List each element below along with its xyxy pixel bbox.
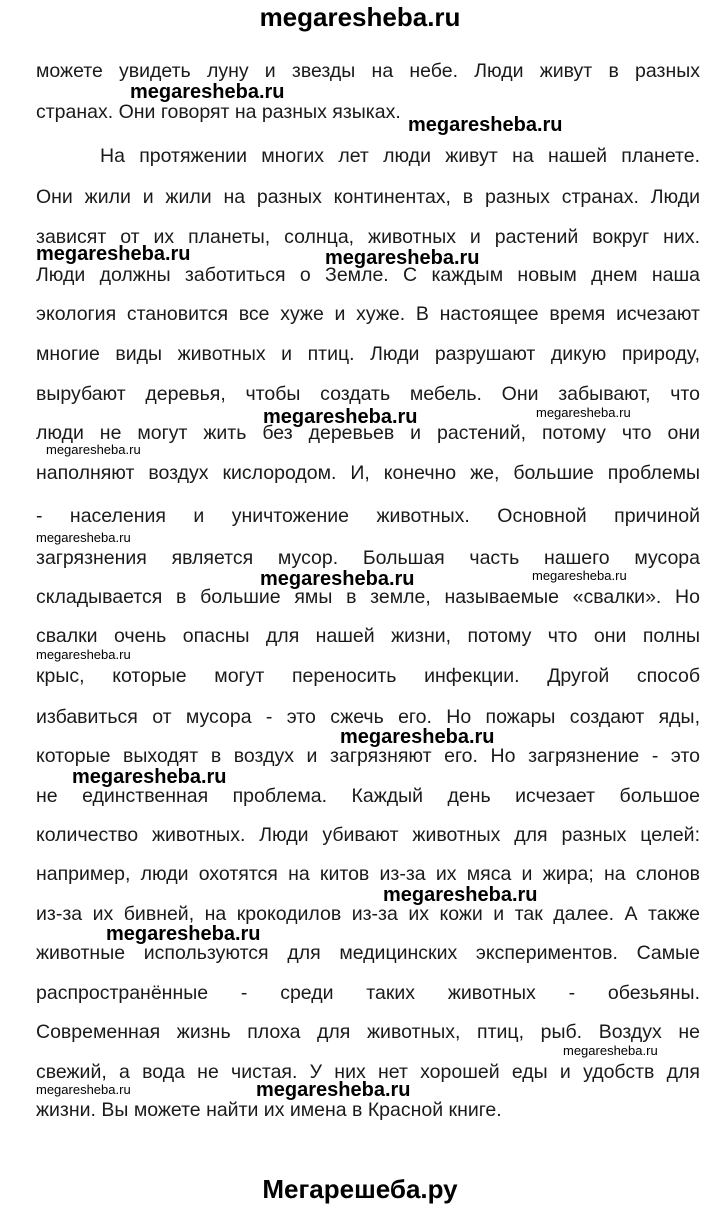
text-line: не единственная проблема. Каждый день исчезает большое <box>36 785 700 807</box>
text-line: распространённые - среди таких животных - обезьяны. <box>36 982 700 1004</box>
text-line: странах. Они говорят на разных языках. <box>36 101 401 123</box>
text-line: Современная жизнь плоха для животных, птиц, рыб. Воздух не <box>36 1021 700 1043</box>
watermark: megaresheba.ru <box>340 726 495 748</box>
site-header: megaresheba.ru <box>259 2 461 32</box>
text-line: зависят от их планеты, солнца, животных и растений вокруг них. <box>36 226 700 248</box>
watermark: megaresheba.ru <box>325 247 480 269</box>
watermark: megaresheba.ru <box>72 766 227 788</box>
text-line: многие виды животных и птиц. Люди разрушают дикую природу, <box>36 343 700 365</box>
watermark: megaresheba.ru <box>36 530 131 545</box>
text-line: количество животных. Люди убивают животных для разных целей: <box>36 824 700 846</box>
text-line: На протяжении многих лет люди живут на нашей планете. <box>100 145 700 167</box>
text-line: Они жили и жили на разных континентах, в разных странах. Люди <box>36 186 700 208</box>
watermark: megaresheba.ru <box>563 1043 658 1058</box>
text-line: Люди должны заботиться о Земле. С каждым новым днем наша <box>36 264 700 286</box>
text-line: - населения и уничтожение животных. Основной причиной <box>36 505 700 527</box>
watermark: megaresheba.ru <box>263 406 418 428</box>
watermark: megaresheba.ru <box>36 243 191 265</box>
text-line: которые выходят в воздух и загрязняют его. Но загрязнение - это <box>36 745 700 767</box>
watermark: megaresheba.ru <box>532 568 627 583</box>
watermark: megaresheba.ru <box>383 884 538 906</box>
text-line: животные используются для медицинских экспериментов. Самые <box>36 942 700 964</box>
watermark: megaresheba.ru <box>106 923 261 945</box>
text-line: крыс, которые могут переносить инфекции. Другой способ <box>36 665 700 687</box>
text-line: вырубают деревья, чтобы создать мебель. Они забывают, что <box>36 383 700 405</box>
text-line: избавиться от мусора - это сжечь его. Но пожары создают яды, <box>36 706 700 728</box>
text-line: например, люди охотятся на китов из-за их мяса и жира; на слонов <box>36 863 700 885</box>
watermark: megaresheba.ru <box>46 442 141 457</box>
text-line: люди не могут жить без деревьев и растений, потому что они <box>36 422 700 444</box>
text-line: жизни. Вы можете найти их имена в Красной книге. <box>36 1099 502 1121</box>
text-line: складывается в большие ямы в земле, называемые «свалки». Но <box>36 586 700 608</box>
text-line: наполняют воздух кислородом. И, конечно же, большие проблемы <box>36 462 700 484</box>
text-line: экология становится все хуже и хуже. В настоящее время исчезают <box>36 303 700 325</box>
watermark: megaresheba.ru <box>36 647 131 662</box>
site-footer: Мегарешеба.ру <box>262 1174 458 1204</box>
watermark: megaresheba.ru <box>536 405 631 420</box>
text-line: из-за их бивней, на крокодилов из-за их кожи и так далее. А также <box>36 903 700 925</box>
watermark: megaresheba.ru <box>408 114 563 136</box>
watermark: megaresheba.ru <box>36 1082 131 1097</box>
watermark: megaresheba.ru <box>130 81 285 103</box>
watermark: megaresheba.ru <box>260 568 415 590</box>
text-line: можете увидеть луну и звезды на небе. Люди живут в разных <box>36 60 700 82</box>
text-line: свалки очень опасны для нашей жизни, потому что они полны <box>36 625 700 647</box>
text-line: загрязнения является мусор. Большая часть нашего мусора <box>36 547 700 569</box>
watermark: megaresheba.ru <box>256 1079 411 1101</box>
text-line: свежий, а вода не чистая. У них нет хорошей еды и удобств для <box>36 1061 700 1083</box>
